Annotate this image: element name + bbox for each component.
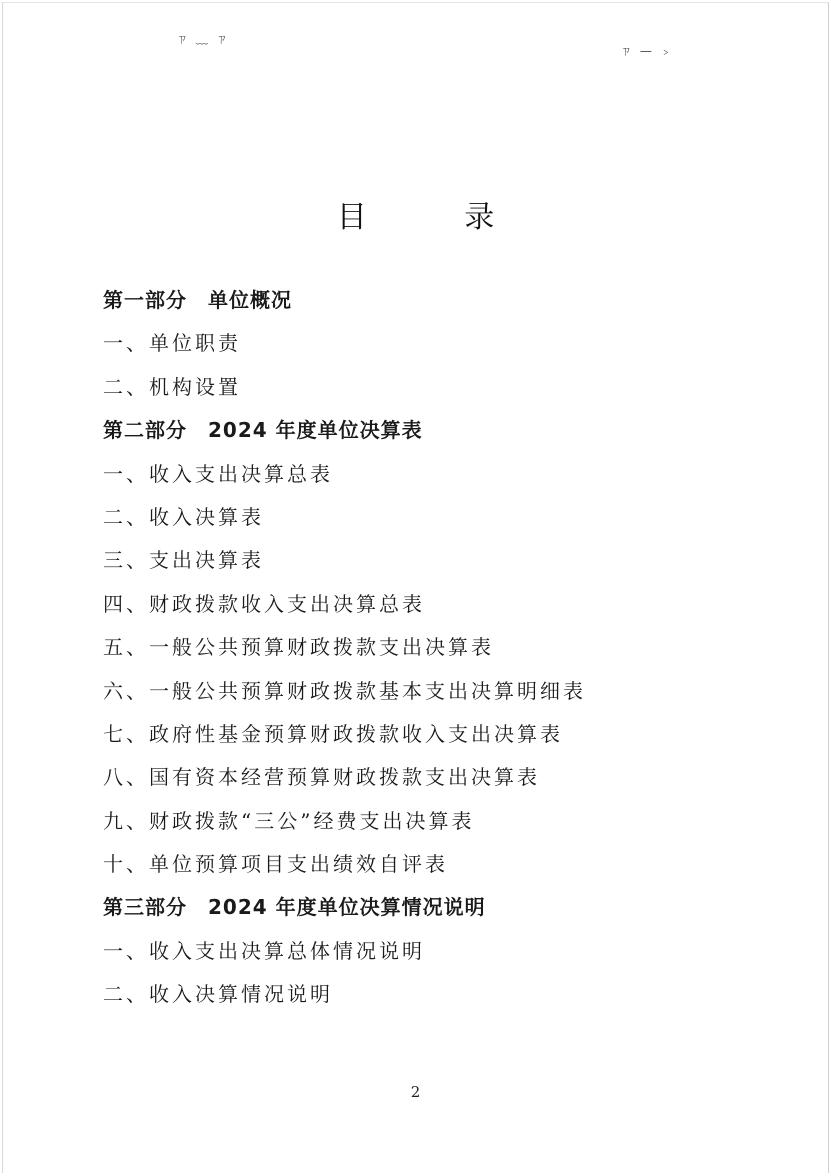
toc-part-2: 第二部分 2024 年度单位决算表 (103, 418, 423, 443)
toc-item: 十、单位预算项目支出绩效自评表 (103, 852, 448, 877)
scan-mark-right: ㄗ — ﹥ (620, 44, 674, 58)
toc-item: 八、国有资本经营预算财政拨款支出决算表 (103, 765, 540, 790)
table-of-contents (103, 284, 743, 1022)
toc-item: 四、财政拨款收入支出决算总表 (103, 591, 425, 616)
toc-item: 六、一般公共预算财政拨款基本支出决算明细表 (103, 678, 586, 703)
scan-mark-left: ㄗ ﹏ ㄗ (176, 32, 230, 46)
page-title: 目 录 (336, 200, 539, 235)
toc-item: 三、支出决算表 (103, 548, 264, 573)
toc-item: 二、收入决算情况说明 (103, 982, 333, 1007)
toc-item: 一、收入支出决算总体情况说明 (103, 938, 425, 963)
page-number: 2 (410, 1083, 421, 1101)
toc-part-1: 第一部分 单位概况 (103, 288, 292, 312)
toc-item: 七、政府性基金预算财政拨款收入支出决算表 (103, 721, 563, 746)
toc-item: 五、一般公共预算财政拨款支出决算表 (103, 635, 494, 660)
toc-item: 二、收入决算表 (103, 504, 264, 529)
toc-item: 一、收入支出决算总表 (103, 461, 333, 486)
toc-part-3: 第三部分 2024 年度单位决算情况说明 (103, 895, 486, 920)
toc-item: 二、机构设置 (103, 374, 241, 399)
toc-item: 一、单位职责 (103, 331, 241, 356)
toc-item: 九、财政拨款“三公”经费支出决算表 (103, 808, 475, 833)
